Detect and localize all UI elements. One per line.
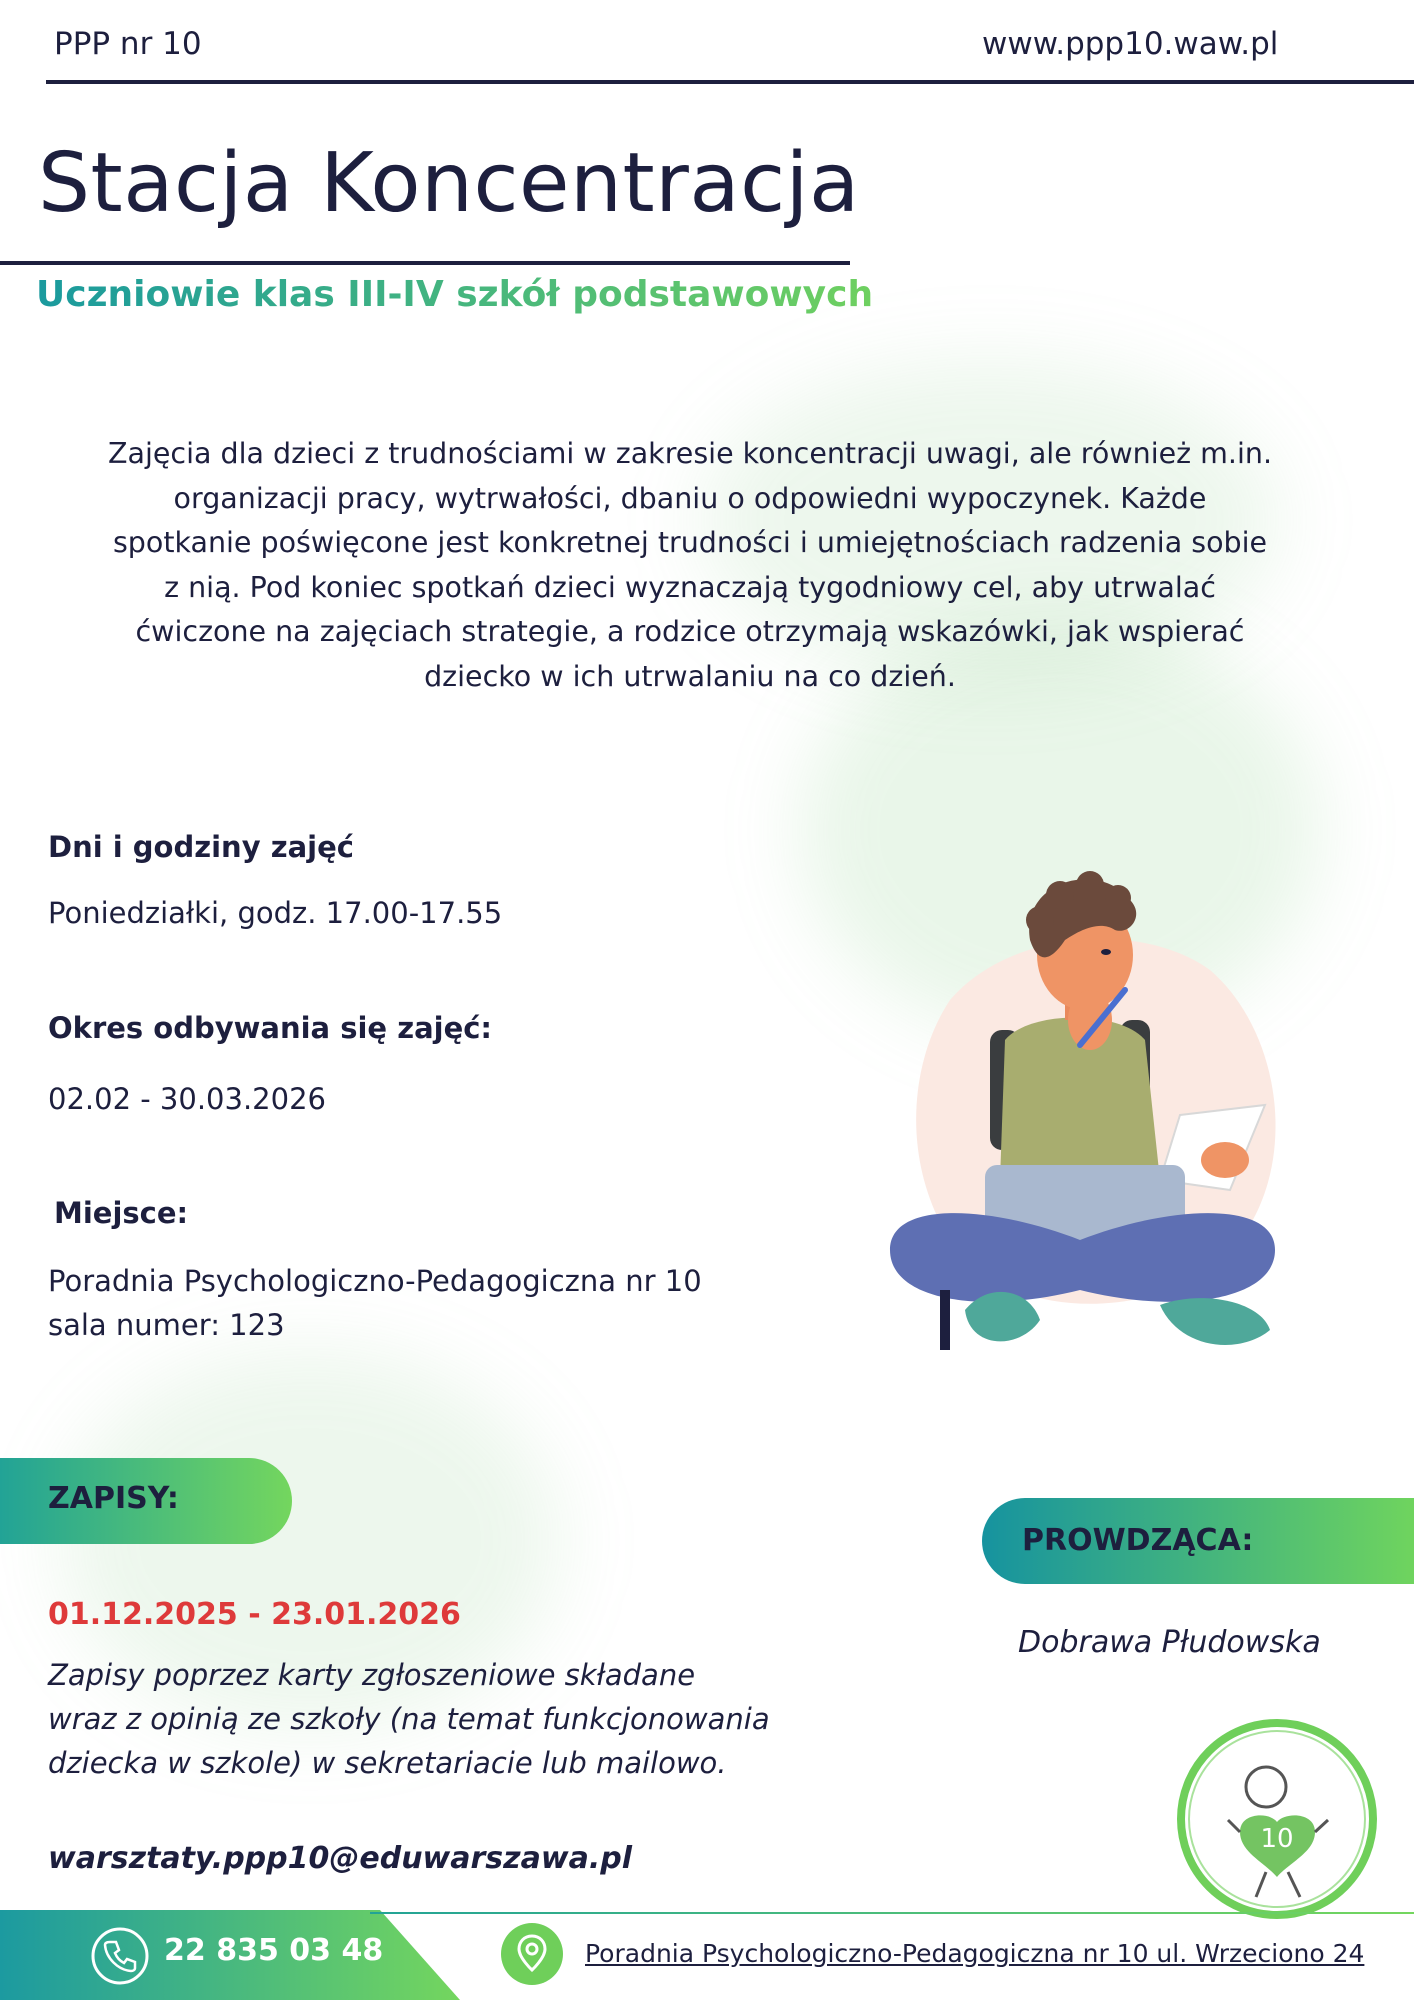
- description-paragraph: [70, 432, 1310, 699]
- description-line: ćwiczone na zajęciach strategie, a rodzice otrzymają wskazówki, jak wspierać: [135, 615, 1245, 648]
- signup-text: [48, 1653, 770, 1785]
- leader-name: Dobrawa Płudowska: [1018, 1625, 1321, 1660]
- footer-phone-number[interactable]: 22 835 03 48: [164, 1933, 384, 1968]
- schedule-label: Dni i godziny zajęć: [48, 830, 354, 864]
- description-line: spotkanie poświęcone jest konkretnej trudności i umiejętnościach radzenia sobie: [112, 526, 1268, 559]
- signup-dates: 01.12.2025 - 23.01.2026: [48, 1597, 461, 1632]
- footer-divider: [370, 1912, 1414, 1914]
- signup-text-line: dziecka w szkole) w sekretariacie lub mailowo.: [48, 1746, 727, 1780]
- description-line: z nią. Pod koniec spotkań dzieci wyznaczają tygodniowy cel, aby utrwalać: [164, 570, 1216, 604]
- description-line: Zajęcia dla dzieci z trudnościami w zakresie koncentracji uwagi, ale również m.in.: [107, 437, 1273, 470]
- ppp10-logo: [1170, 1712, 1384, 1926]
- page-title: Stacja Koncentracja: [38, 136, 860, 231]
- description-line: dziecko w ich utrwalaniu na co dzień.: [424, 659, 956, 693]
- period-value: 02.02 - 30.03.2026: [48, 1082, 326, 1116]
- period-label: Okres odbywania się zajęć:: [48, 1011, 493, 1045]
- schedule-value: Poniedziałki, godz. 17.00-17.55: [48, 896, 503, 930]
- place-name: Poradnia Psychologiczno-Pedagogiczna nr 10: [48, 1264, 702, 1298]
- location-pin-icon: [500, 1922, 564, 1986]
- page-subtitle: Uczniowie klas III-IV szkół podstawowych: [36, 274, 874, 315]
- signup-text-line: wraz z opinią ze szkoły (na temat funkcjonowania: [48, 1702, 770, 1736]
- signup-email-link[interactable]: warsztaty.ppp10@eduwarszawa.pl: [48, 1841, 632, 1876]
- student-laptop-illustration: [880, 860, 1300, 1370]
- place-label: Miejsce:: [54, 1196, 189, 1230]
- signup-text-line: Zapisy poprzez karty zgłoszeniowe składane: [48, 1658, 696, 1692]
- logo-number: 10: [1260, 1824, 1294, 1854]
- header-divider: [46, 80, 1414, 84]
- place-room: sala numer: 123: [48, 1308, 285, 1342]
- description-line: organizacji pracy, wytrwałości, dbaniu o odpowiedni wypoczynek. Każde: [173, 481, 1207, 515]
- leader-label: PROWDZĄCA:: [1022, 1523, 1254, 1558]
- footer-address-link[interactable]: Poradnia Psychologiczno-Pedagogiczna nr 10 ul. Wrzeciono 24: [585, 1939, 1365, 1968]
- header-website-link[interactable]: www.ppp10.waw.pl: [982, 26, 1279, 62]
- phone-icon: [90, 1926, 150, 1986]
- signup-label: ZAPISY:: [48, 1481, 179, 1516]
- header-org-name: PPP nr 10: [54, 26, 202, 62]
- title-divider: [0, 261, 850, 265]
